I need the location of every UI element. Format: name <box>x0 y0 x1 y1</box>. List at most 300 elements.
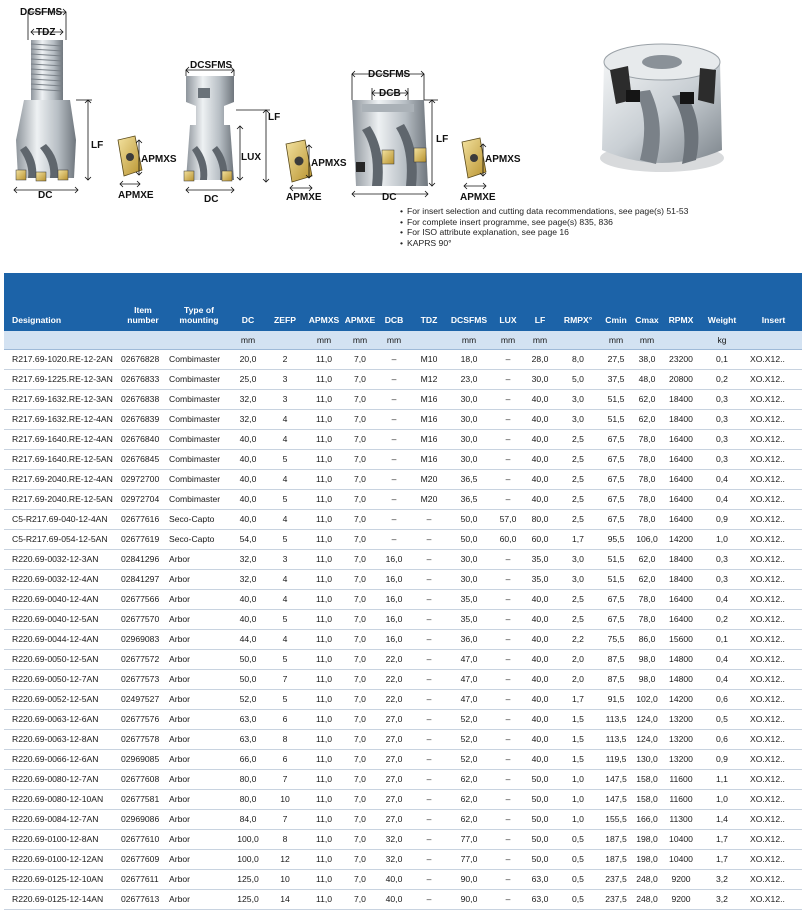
table-cell: 248,0 <box>631 870 663 890</box>
table-cell: R220.69-0084-12-7AN <box>4 810 119 830</box>
table-cell: – <box>377 530 411 550</box>
table-cell: Arbor <box>167 670 231 690</box>
table-row <box>4 630 802 650</box>
table-cell: 2,5 <box>555 430 601 450</box>
table-cell: 0,4 <box>699 650 745 670</box>
table-cell: 10 <box>265 790 305 810</box>
table-cell: – <box>491 670 525 690</box>
table-cell: – <box>411 770 447 790</box>
table-cell: – <box>411 830 447 850</box>
table-cell: 40,0 <box>525 590 555 610</box>
table-cell: Arbor <box>167 730 231 750</box>
table-cell: R220.69-0050-12-7AN <box>4 670 119 690</box>
table-cell: 63,0 <box>525 870 555 890</box>
label-dcb: DCB <box>379 88 401 99</box>
table-cell: R217.69-1640.RE-12-4AN <box>4 430 119 450</box>
table-cell: Combimaster <box>167 350 231 370</box>
table-cell: 7,0 <box>343 690 377 710</box>
table-cell: – <box>411 730 447 750</box>
table-cell: Arbor <box>167 630 231 650</box>
table-cell: 02676845 <box>119 450 167 470</box>
table-cell: XO.X12.. <box>745 610 802 630</box>
table-cell: – <box>411 590 447 610</box>
column-header: DCSFMS <box>447 273 491 331</box>
label-lf-1: LF <box>91 140 104 151</box>
table-cell: 11,0 <box>305 490 343 510</box>
table-cell: XO.X12.. <box>745 750 802 770</box>
table-cell: 47,0 <box>447 650 491 670</box>
table-cell: 30,0 <box>447 450 491 470</box>
table-cell: 7,0 <box>343 550 377 570</box>
table-cell: XO.X12.. <box>745 730 802 750</box>
table-cell: 51,5 <box>601 390 631 410</box>
table-cell: 187,5 <box>601 830 631 850</box>
table-cell: 16,0 <box>377 550 411 570</box>
table-cell: 02972700 <box>119 470 167 490</box>
table-cell: – <box>491 710 525 730</box>
table-cell: R217.69-1640.RE-12-5AN <box>4 450 119 470</box>
table-cell: Arbor <box>167 570 231 590</box>
label-dcsfms-1: DCSFMS <box>20 7 63 18</box>
table-cell: 2,0 <box>555 670 601 690</box>
table-cell: XO.X12.. <box>745 670 802 690</box>
table-cell: 02677573 <box>119 670 167 690</box>
table-cell: R220.69-0125-12-10AN <box>4 870 119 890</box>
table-cell: – <box>411 890 447 910</box>
table-cell: – <box>377 490 411 510</box>
table-cell: 02677576 <box>119 710 167 730</box>
label-apmxs-3: APMXS <box>485 154 521 165</box>
table-cell: 98,0 <box>631 670 663 690</box>
table-cell: 11,0 <box>305 710 343 730</box>
table-cell: 30,0 <box>447 550 491 570</box>
table-cell: 8 <box>265 730 305 750</box>
table-cell: 7,0 <box>343 650 377 670</box>
table-cell: 10400 <box>663 850 699 870</box>
column-header: Designation <box>4 273 119 331</box>
note-item: • For ISO attribute explanation, see page 16 <box>400 227 688 238</box>
table-cell: 62,0 <box>631 410 663 430</box>
table-cell: – <box>491 790 525 810</box>
table-cell: 7,0 <box>343 670 377 690</box>
unit-cell: mm <box>343 331 377 350</box>
table-cell: 7,0 <box>343 750 377 770</box>
table-cell: 1,7 <box>555 690 601 710</box>
table-cell: 02676828 <box>119 350 167 370</box>
label-lf-2: LF <box>268 112 281 123</box>
table-cell: 80,0 <box>525 510 555 530</box>
table-cell: XO.X12.. <box>745 850 802 870</box>
table-cell: 54,0 <box>231 530 265 550</box>
table-cell: 47,0 <box>447 690 491 710</box>
table-cell: Combimaster <box>167 490 231 510</box>
table-cell: 16,0 <box>377 590 411 610</box>
table-cell: 40,0 <box>525 730 555 750</box>
label-apmxe-3: APMXE <box>460 192 496 203</box>
table-cell: 11,0 <box>305 510 343 530</box>
unit-cell <box>119 331 167 350</box>
table-cell: 11,0 <box>305 630 343 650</box>
table-cell: – <box>411 570 447 590</box>
table-cell: 14200 <box>663 530 699 550</box>
table-cell: 2,5 <box>555 610 601 630</box>
table-cell: 11,0 <box>305 650 343 670</box>
unit-cell <box>167 331 231 350</box>
table-cell: 7,0 <box>343 510 377 530</box>
table-cell: 22,0 <box>377 650 411 670</box>
table-cell: 0,4 <box>699 470 745 490</box>
unit-cell: kg <box>699 331 745 350</box>
table-cell: 16400 <box>663 610 699 630</box>
table-cell: 7,0 <box>343 790 377 810</box>
table-cell: – <box>377 390 411 410</box>
table-row <box>4 410 802 430</box>
table-cell: R220.69-0040-12-5AN <box>4 610 119 630</box>
table-cell: 1,0 <box>699 790 745 810</box>
table-cell: R217.69-1632.RE-12-4AN <box>4 410 119 430</box>
table-cell: XO.X12.. <box>745 890 802 910</box>
table-cell: 5,0 <box>555 370 601 390</box>
table-cell: – <box>491 610 525 630</box>
table-cell: – <box>377 450 411 470</box>
table-cell: 40,0 <box>231 430 265 450</box>
table-cell: 02969085 <box>119 750 167 770</box>
table-cell: 11,0 <box>305 410 343 430</box>
table-cell: 30,0 <box>447 570 491 590</box>
table-cell: – <box>491 570 525 590</box>
table-cell: Arbor <box>167 770 231 790</box>
table-cell: 11,0 <box>305 870 343 890</box>
table-cell: 0,3 <box>699 570 745 590</box>
table-cell: M12 <box>411 370 447 390</box>
table-cell: 1,0 <box>699 530 745 550</box>
table-cell: 52,0 <box>447 750 491 770</box>
table-cell: R220.69-0125-12-14AN <box>4 890 119 910</box>
table-row <box>4 390 802 410</box>
table-cell: 40,0 <box>231 490 265 510</box>
table-cell: 87,5 <box>601 670 631 690</box>
table-cell: 32,0 <box>231 570 265 590</box>
table-cell: 6 <box>265 710 305 730</box>
table-cell: 67,5 <box>601 610 631 630</box>
note-item: • For insert selection and cutting data recommendations, see page(s) 51-53 <box>400 206 688 217</box>
table-cell: 11,0 <box>305 790 343 810</box>
table-cell: 02677619 <box>119 530 167 550</box>
table-cell: 11,0 <box>305 770 343 790</box>
table-cell: – <box>377 350 411 370</box>
table-cell: 8,0 <box>555 350 601 370</box>
tool-diagram-area <box>0 0 805 270</box>
table-cell: 14200 <box>663 690 699 710</box>
table-cell: 30,0 <box>447 410 491 430</box>
table-cell: 11,0 <box>305 390 343 410</box>
table-row <box>4 690 802 710</box>
table-cell: Arbor <box>167 590 231 610</box>
table-cell: 78,0 <box>631 590 663 610</box>
table-cell: 0,6 <box>699 730 745 750</box>
table-cell: – <box>411 610 447 630</box>
table-cell: XO.X12.. <box>745 430 802 450</box>
table-cell: 40,0 <box>525 430 555 450</box>
table-cell: 106,0 <box>631 530 663 550</box>
table-cell: – <box>491 810 525 830</box>
table-cell: 40,0 <box>377 890 411 910</box>
table-cell: 0,2 <box>699 610 745 630</box>
label-apmxs-1: APMXS <box>141 154 177 165</box>
table-cell: R220.69-0080-12-7AN <box>4 770 119 790</box>
table-cell: 3,0 <box>555 550 601 570</box>
table-cell: XO.X12.. <box>745 630 802 650</box>
table-row <box>4 470 802 490</box>
table-cell: M16 <box>411 430 447 450</box>
table-cell: 147,5 <box>601 770 631 790</box>
table-cell: – <box>411 550 447 570</box>
table-cell: 9200 <box>663 890 699 910</box>
table-cell: 1,7 <box>699 850 745 870</box>
table-row <box>4 650 802 670</box>
table-cell: – <box>411 650 447 670</box>
table-cell: 02677610 <box>119 830 167 850</box>
table-cell: 44,0 <box>231 630 265 650</box>
table-cell: – <box>377 430 411 450</box>
label-dc-2: DC <box>204 194 219 205</box>
table-cell: – <box>491 590 525 610</box>
table-cell: R220.69-0044-12-4AN <box>4 630 119 650</box>
table-row <box>4 430 802 450</box>
insert-3-drawing <box>462 138 486 189</box>
table-cell: 18400 <box>663 410 699 430</box>
table-cell: 10400 <box>663 830 699 850</box>
table-cell: 5 <box>265 530 305 550</box>
table-cell: 11,0 <box>305 470 343 490</box>
table-cell: 66,0 <box>231 750 265 770</box>
table-cell: 0,9 <box>699 750 745 770</box>
table-cell: – <box>411 810 447 830</box>
table-cell: 3 <box>265 550 305 570</box>
table-row <box>4 790 802 810</box>
unit-cell: mm <box>601 331 631 350</box>
table-cell: 02841297 <box>119 570 167 590</box>
table-cell: 57,0 <box>491 510 525 530</box>
table-cell: 11,0 <box>305 450 343 470</box>
table-cell: 40,0 <box>525 490 555 510</box>
table-cell: – <box>491 470 525 490</box>
table-cell: 02676838 <box>119 390 167 410</box>
table-cell: Arbor <box>167 610 231 630</box>
column-header: Type of mounting <box>167 273 231 331</box>
table-cell: 2,0 <box>555 650 601 670</box>
table-cell: 98,0 <box>631 650 663 670</box>
table-cell: – <box>411 750 447 770</box>
table-cell: R220.69-0063-12-8AN <box>4 730 119 750</box>
table-cell: 3,2 <box>699 890 745 910</box>
table-cell: 80,0 <box>231 790 265 810</box>
note-item: • KAPRS 90° <box>400 238 688 249</box>
table-cell: XO.X12.. <box>745 350 802 370</box>
table-cell: 51,5 <box>601 570 631 590</box>
label-dcsfms-2: DCSFMS <box>190 60 233 71</box>
combimaster-cutter-drawing <box>16 40 76 181</box>
table-cell: 62,0 <box>631 390 663 410</box>
table-cell: – <box>411 850 447 870</box>
table-cell: – <box>491 750 525 770</box>
table-cell: M16 <box>411 390 447 410</box>
table-cell: 7,0 <box>343 810 377 830</box>
table-cell: 40,0 <box>377 870 411 890</box>
table-cell: 30,0 <box>447 430 491 450</box>
table-row <box>4 510 802 530</box>
table-cell: 1,5 <box>555 710 601 730</box>
table-row <box>4 550 802 570</box>
table-cell: – <box>377 470 411 490</box>
table-cell: 13200 <box>663 710 699 730</box>
table-cell: – <box>491 730 525 750</box>
table-cell: – <box>411 710 447 730</box>
table-cell: 87,5 <box>601 650 631 670</box>
table-cell: 0,4 <box>699 590 745 610</box>
unit-cell <box>663 331 699 350</box>
table-cell: Seco-Capto <box>167 510 231 530</box>
table-cell: 0,5 <box>699 710 745 730</box>
table-cell: 62,0 <box>631 550 663 570</box>
table-cell: 7,0 <box>343 430 377 450</box>
table-cell: 7,0 <box>343 870 377 890</box>
table-cell: – <box>411 510 447 530</box>
column-header: RMPX° <box>555 273 601 331</box>
table-cell: 02969086 <box>119 810 167 830</box>
table-cell: 158,0 <box>631 790 663 810</box>
table-cell: 50,0 <box>525 810 555 830</box>
table-cell: – <box>411 630 447 650</box>
table-cell: 3,0 <box>555 410 601 430</box>
unit-cell <box>555 331 601 350</box>
table-cell: 0,2 <box>699 370 745 390</box>
table-cell: – <box>377 370 411 390</box>
table-cell: Arbor <box>167 790 231 810</box>
column-header: ZEFP <box>265 273 305 331</box>
table-cell: 11600 <box>663 790 699 810</box>
table-row <box>4 610 802 630</box>
table-cell: Arbor <box>167 650 231 670</box>
table-cell: 32,0 <box>377 850 411 870</box>
table-cell: 02677572 <box>119 650 167 670</box>
unit-cell: mm <box>377 331 411 350</box>
table-cell: 7,0 <box>343 370 377 390</box>
table-cell: 22,0 <box>377 670 411 690</box>
table-cell: – <box>377 410 411 430</box>
table-cell: 125,0 <box>231 890 265 910</box>
table-cell: Combimaster <box>167 430 231 450</box>
table-cell: 16,0 <box>377 630 411 650</box>
table-cell: 36,5 <box>447 470 491 490</box>
table-cell: 51,5 <box>601 550 631 570</box>
table-cell: 3,2 <box>699 870 745 890</box>
table-cell: 0,5 <box>555 850 601 870</box>
table-cell: C5-R217.69-054-12-5AN <box>4 530 119 550</box>
table-cell: 50,0 <box>447 510 491 530</box>
table-cell: 90,0 <box>447 870 491 890</box>
unit-cell: mm <box>525 331 555 350</box>
table-row <box>4 870 802 890</box>
table-cell: Arbor <box>167 550 231 570</box>
column-header: TDZ <box>411 273 447 331</box>
table-cell: XO.X12.. <box>745 810 802 830</box>
table-cell: XO.X12.. <box>745 470 802 490</box>
table-cell: 02677609 <box>119 850 167 870</box>
table-cell: 1,5 <box>555 750 601 770</box>
table-cell: 02676833 <box>119 370 167 390</box>
table-cell: 40,0 <box>525 650 555 670</box>
label-apmxe-1: APMXE <box>118 190 154 201</box>
table-cell: 11,0 <box>305 530 343 550</box>
table-cell: 50,0 <box>447 530 491 550</box>
table-cell: 12 <box>265 850 305 870</box>
table-cell: 67,5 <box>601 590 631 610</box>
table-cell: 27,5 <box>601 350 631 370</box>
table-cell: 62,0 <box>447 790 491 810</box>
table-cell: Arbor <box>167 830 231 850</box>
table-cell: 32,0 <box>377 830 411 850</box>
table-cell: 40,0 <box>525 610 555 630</box>
table-cell: 40,0 <box>525 690 555 710</box>
table-cell: 0,1 <box>699 350 745 370</box>
table-cell: R220.69-0040-12-4AN <box>4 590 119 610</box>
table-cell: 124,0 <box>631 710 663 730</box>
table-cell: 40,0 <box>525 630 555 650</box>
table-cell: 1,7 <box>699 830 745 850</box>
label-apmxs-2: APMXS <box>311 158 347 169</box>
table-cell: – <box>491 550 525 570</box>
table-cell: 0,6 <box>699 690 745 710</box>
table-cell: 7,0 <box>343 410 377 430</box>
label-tdz-1: TDZ <box>36 27 56 38</box>
notes-list <box>400 206 688 248</box>
table-cell: 16400 <box>663 430 699 450</box>
table-cell: 36,5 <box>447 490 491 510</box>
table-cell: R220.69-0100-12-12AN <box>4 850 119 870</box>
table-cell: 22,0 <box>377 690 411 710</box>
table-cell: 4 <box>265 630 305 650</box>
table-cell: XO.X12.. <box>745 830 802 850</box>
table-cell: 7,0 <box>343 610 377 630</box>
table-cell: XO.X12.. <box>745 570 802 590</box>
table-cell: 77,0 <box>447 850 491 870</box>
table-cell: – <box>411 530 447 550</box>
table-cell: – <box>411 690 447 710</box>
table-cell: 47,0 <box>447 670 491 690</box>
table-cell: 23200 <box>663 350 699 370</box>
table-cell: 102,0 <box>631 690 663 710</box>
table-cell: 67,5 <box>601 510 631 530</box>
column-header: RPMX <box>663 273 699 331</box>
unit-cell: mm <box>447 331 491 350</box>
table-row <box>4 890 802 910</box>
table-cell: – <box>491 870 525 890</box>
table-cell: 63,0 <box>525 890 555 910</box>
table-cell: 2,2 <box>555 630 601 650</box>
table-cell: 4 <box>265 410 305 430</box>
label-lf-3: LF <box>436 134 449 145</box>
table-cell: 16400 <box>663 470 699 490</box>
table-cell: 11,0 <box>305 850 343 870</box>
label-dc-3: DC <box>382 192 397 203</box>
table-cell: 40,0 <box>231 610 265 630</box>
table-cell: 2,5 <box>555 470 601 490</box>
table-cell: 40,0 <box>525 670 555 690</box>
column-header: Cmin <box>601 273 631 331</box>
table-cell: R220.69-0052-12-5AN <box>4 690 119 710</box>
table-cell: 28,0 <box>525 350 555 370</box>
